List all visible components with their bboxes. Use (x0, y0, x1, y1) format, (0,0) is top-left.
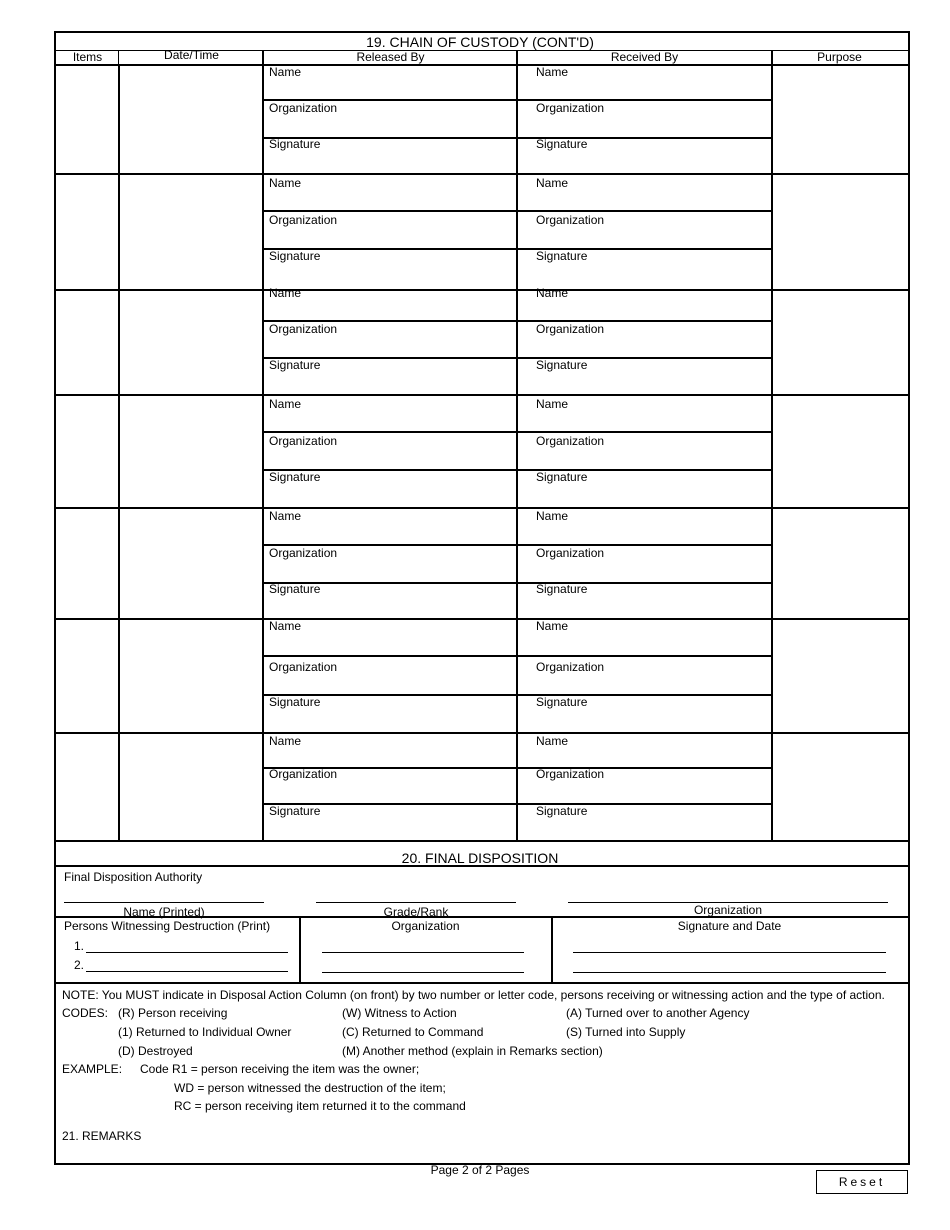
name-printed-label: Name (Printed) (123, 905, 205, 919)
code-r: (R) Person receiving (118, 1006, 228, 1020)
received-name-label: Name (536, 65, 569, 79)
final-disposition-authority-label: Final Disposition Authority (64, 870, 203, 884)
field-divider (263, 357, 772, 359)
field-divider (263, 320, 772, 322)
section-19-title: 19. CHAIN OF CUSTODY (CONT'D) (366, 34, 594, 50)
section-21-title: 21. REMARKS (62, 1129, 142, 1143)
witness-signature-line-1[interactable] (573, 952, 886, 953)
field-divider (263, 694, 772, 696)
witness-organization-label: Organization (391, 919, 460, 933)
received-name-label: Name (536, 509, 569, 523)
remarks-field[interactable] (56, 1145, 908, 1161)
witness-name-line-1[interactable] (86, 952, 288, 953)
code-a: (A) Turned over to another Agency (566, 1006, 750, 1020)
released-name-label: Name (269, 65, 302, 79)
received-organization-label: Organization (536, 660, 605, 674)
divider (516, 51, 518, 841)
received-name-label: Name (536, 286, 569, 300)
page-number: Page 2 of 2 Pages (430, 1163, 530, 1177)
received-signature-label: Signature (536, 358, 588, 372)
witness-org-line-1[interactable] (322, 952, 524, 953)
example-1: Code R1 = person receiving the item was the owner; (140, 1062, 420, 1076)
divider (56, 982, 908, 984)
released-signature-label: Signature (269, 695, 321, 709)
header-purpose: Purpose (817, 50, 862, 64)
received-organization-label: Organization (536, 767, 605, 781)
received-name-label: Name (536, 734, 569, 748)
example-3: RC = person receiving item returned it to the command (174, 1099, 466, 1113)
code-w: (W) Witness to Action (342, 1006, 457, 1020)
received-organization-label: Organization (536, 213, 605, 227)
row-divider (56, 289, 908, 291)
reset-button[interactable]: Reset (816, 1170, 908, 1194)
field-divider (263, 767, 772, 769)
released-organization-label: Organization (269, 101, 338, 115)
code-d: (D) Destroyed (118, 1044, 193, 1058)
field-divider (263, 544, 772, 546)
received-organization-label: Organization (536, 322, 605, 336)
received-signature-label: Signature (536, 804, 588, 818)
field-divider (263, 655, 772, 657)
released-organization-label: Organization (269, 434, 338, 448)
released-organization-label: Organization (269, 660, 338, 674)
released-signature-label: Signature (269, 249, 321, 263)
witness-line-number: 1. (74, 939, 85, 953)
example-label: EXAMPLE: (62, 1062, 123, 1076)
divider (262, 51, 264, 841)
released-signature-label: Signature (269, 470, 321, 484)
field-divider (263, 431, 772, 433)
received-organization-label: Organization (536, 101, 605, 115)
section-20-title: 20. FINAL DISPOSITION (401, 850, 559, 866)
grade-rank-line[interactable] (316, 902, 516, 903)
released-signature-label: Signature (269, 137, 321, 151)
codes-label: CODES: (62, 1006, 109, 1020)
received-signature-label: Signature (536, 695, 588, 709)
header-items: Items (72, 50, 103, 64)
row-divider (56, 173, 908, 175)
organization-label: Organization (693, 903, 763, 917)
received-name-label: Name (536, 619, 569, 633)
field-divider (263, 582, 772, 584)
header-datetime: Date/Time (164, 48, 219, 62)
header-released-by: Released By (356, 50, 425, 64)
field-divider (263, 99, 772, 101)
released-signature-label: Signature (269, 804, 321, 818)
released-name-label: Name (269, 734, 302, 748)
code-s: (S) Turned into Supply (566, 1025, 686, 1039)
received-signature-label: Signature (536, 249, 588, 263)
field-divider (263, 803, 772, 805)
code-c: (C) Returned to Command (342, 1025, 484, 1039)
witness-signature-line-2[interactable] (573, 972, 886, 973)
received-organization-label: Organization (536, 434, 605, 448)
received-name-label: Name (536, 176, 569, 190)
field-divider (263, 248, 772, 250)
note-text: NOTE: You MUST indicate in Disposal Action Column (on front) by two number or letter code, persons receiving or witnessing action and the type of action. (62, 988, 885, 1002)
field-divider (263, 210, 772, 212)
released-name-label: Name (269, 619, 302, 633)
field-divider (263, 137, 772, 139)
example-2: WD = person witnessed the destruction of the item; (174, 1081, 446, 1095)
released-organization-label: Organization (269, 213, 338, 227)
released-organization-label: Organization (269, 322, 338, 336)
released-name-label: Name (269, 176, 302, 190)
row-divider (56, 394, 908, 396)
divider (56, 865, 908, 867)
code-m: (M) Another method (explain in Remarks section) (342, 1044, 603, 1058)
released-organization-label: Organization (269, 546, 338, 560)
received-name-label: Name (536, 397, 569, 411)
row-divider (56, 618, 908, 620)
divider (56, 64, 908, 66)
received-signature-label: Signature (536, 470, 588, 484)
witness-line-number: 2. (74, 958, 85, 972)
row-divider (56, 732, 908, 734)
witness-label: Persons Witnessing Destruction (Print) (64, 919, 271, 933)
received-signature-label: Signature (536, 582, 588, 596)
field-divider (263, 469, 772, 471)
divider (56, 916, 908, 918)
released-name-label: Name (269, 509, 302, 523)
header-received-by: Received By (610, 50, 679, 64)
witness-name-line-2[interactable] (86, 971, 288, 972)
grade-rank-label: Grade/Rank (383, 905, 449, 919)
code-1: (1) Returned to Individual Owner (118, 1025, 292, 1039)
released-signature-label: Signature (269, 582, 321, 596)
name-printed-line[interactable] (64, 902, 264, 903)
released-organization-label: Organization (269, 767, 338, 781)
divider (56, 840, 908, 842)
divider (118, 64, 120, 841)
witness-org-line-2[interactable] (322, 972, 524, 973)
released-name-label: Name (269, 286, 302, 300)
released-name-label: Name (269, 397, 302, 411)
row-divider (56, 507, 908, 509)
received-organization-label: Organization (536, 546, 605, 560)
released-signature-label: Signature (269, 358, 321, 372)
divider (771, 51, 773, 841)
received-signature-label: Signature (536, 137, 588, 151)
witness-signature-label: Signature and Date (677, 919, 782, 933)
